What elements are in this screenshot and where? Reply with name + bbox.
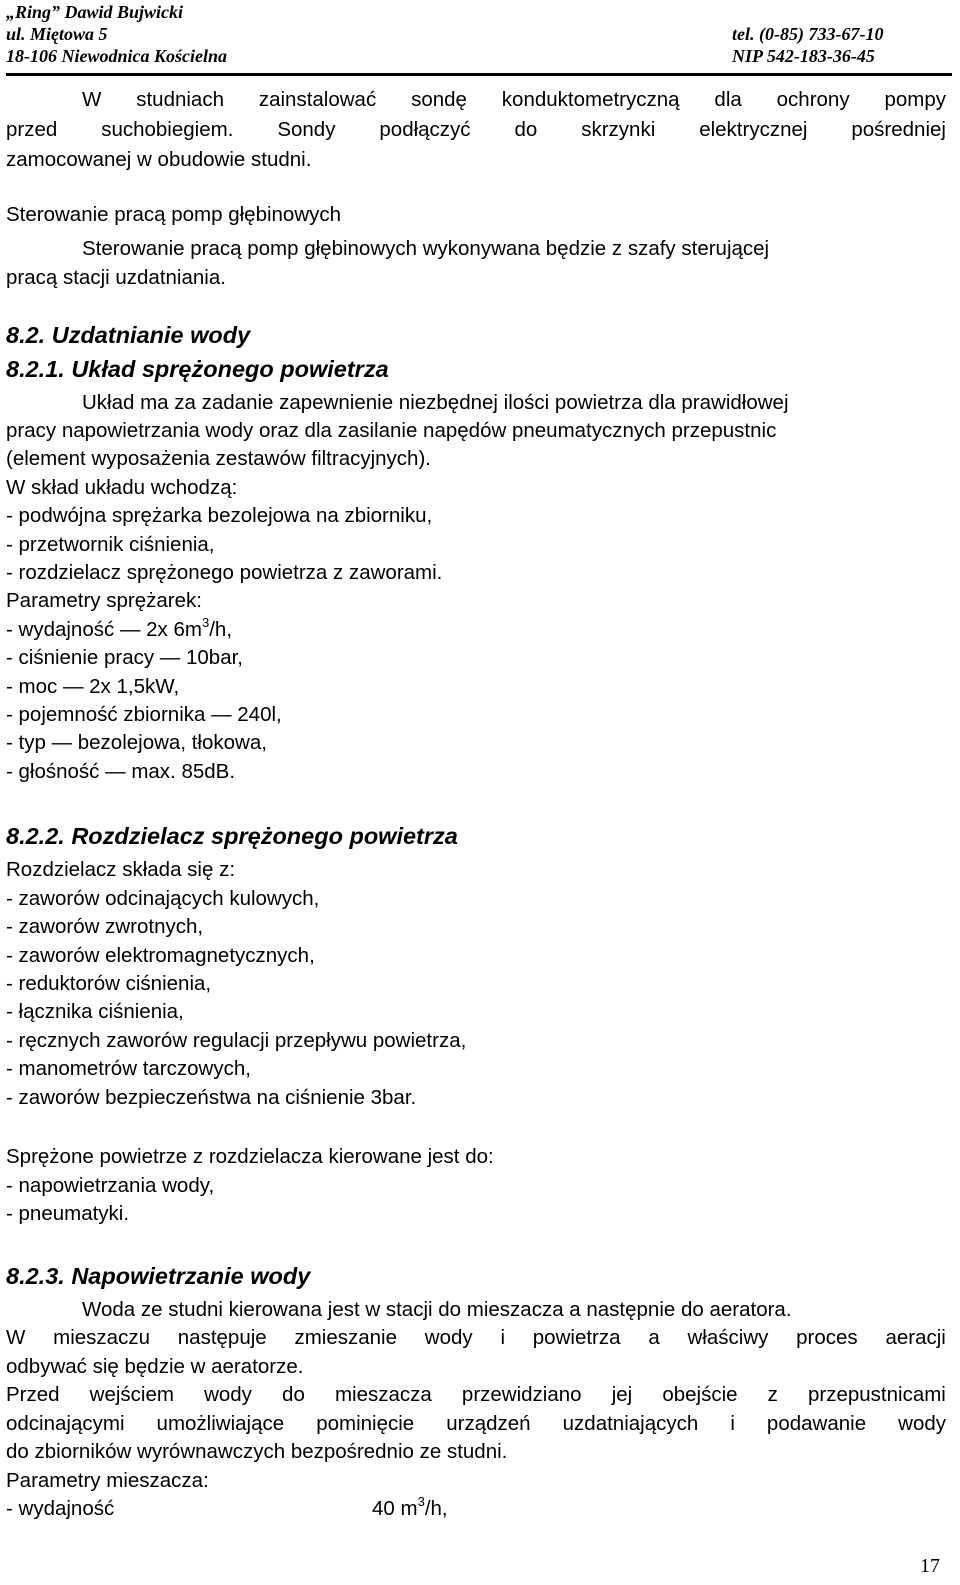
word: podłączyć: [379, 118, 471, 141]
section-8-2-heading: 8.2. Uzdatnianie wody: [6, 322, 251, 348]
company-nip: NIP 542-183-36-45: [732, 46, 875, 66]
s823-mixer-title: Parametry mieszacza:: [6, 1469, 209, 1492]
mixer-flow-unit: /h,: [424, 1497, 448, 1520]
s822-directed-item-1: - napowietrzania wody,: [6, 1174, 215, 1197]
param-flow-label: - wydajność: [6, 618, 115, 641]
word: odcinającymi: [6, 1412, 125, 1435]
section-8-2-2-heading: 8.2.2. Rozdzielacz sprężonego powietrza: [6, 823, 458, 849]
word: sondę: [411, 88, 467, 111]
s821-param-type: - typ — bezolejowa, tłokowa,: [6, 731, 267, 754]
header-rule: [6, 73, 952, 76]
s822-intro: Rozdzielacz składa się z:: [6, 858, 236, 881]
word: właściwy: [687, 1326, 769, 1349]
word: uzdatniających: [562, 1412, 699, 1435]
mixer-flow-sup: 3: [417, 1494, 425, 1509]
word: wody: [204, 1383, 252, 1406]
s822-item-1: - zaworów odcinających kulowych,: [6, 887, 320, 910]
section-8-2-1-heading: 8.2.1. Układ sprężonego powietrza: [6, 356, 389, 382]
param-flow-unit: /h,: [209, 618, 233, 641]
word: W: [82, 88, 102, 111]
word: elektrycznej: [699, 118, 808, 141]
s821-para-line-2: pracy napowietrzania wody oraz dla zasilanie napędów pneumatycznych przepustnic: [6, 419, 777, 442]
header-line-1: [6, 1, 952, 23]
s822-directed-item-2: - pneumatyki.: [6, 1202, 130, 1225]
s821-composition-item-3: - rozdzielacz sprężonego powietrza z zaworami.: [6, 561, 443, 584]
word: skrzynki: [581, 118, 656, 141]
s822-item-7: - manometrów tarczowych,: [6, 1057, 251, 1080]
company-street: ul. Miętowa 5: [6, 24, 108, 44]
param-flow-sup: 3: [201, 615, 210, 630]
word: urządzeń: [446, 1412, 531, 1435]
s823-line-6: do zbiorników wyrównawczych bezpośrednio ze studni.: [6, 1440, 508, 1463]
word: suchobiegiem.: [101, 118, 234, 141]
word: konduktometryczną: [501, 88, 680, 111]
s822-item-5: - łącznika ciśnienia,: [6, 1000, 184, 1023]
s822-item-6: - ręcznych zaworów regulacji przepływu powietrza,: [6, 1029, 467, 1052]
word: przewidziano: [461, 1383, 582, 1406]
word: dla: [714, 88, 742, 111]
s821-param-noise: - głośność — max. 85dB.: [6, 760, 236, 783]
company-name: „Ring” Dawid Bujwicki: [6, 2, 184, 22]
s822-item-8: - zaworów bezpieczeństwa na ciśnienie 3bar.: [6, 1086, 417, 1109]
s822-item-3: - zaworów elektromagnetycznych,: [6, 944, 315, 967]
intro-line-3: zamocowanej w obudowie studni.: [6, 148, 312, 171]
word: mieszaczu: [53, 1326, 150, 1349]
word: i: [730, 1412, 735, 1435]
word: podawanie: [766, 1412, 867, 1435]
intro-line-2: [6, 118, 946, 142]
word: i: [500, 1326, 505, 1349]
s821-params-title: Parametry sprężarek:: [6, 589, 202, 612]
s821-composition-item-2: - przetwornik ciśnienia,: [6, 533, 215, 556]
word: mieszacza: [334, 1383, 432, 1406]
word: Sondy: [277, 118, 336, 141]
section-8-2-3-heading: 8.2.3. Napowietrzanie wody: [6, 1263, 311, 1289]
word: umożliwiające: [156, 1412, 285, 1435]
s822-directed-intro: Sprężone powietrze z rozdzielacza kierowane jest do:: [6, 1145, 494, 1168]
s823-line-4: [6, 1383, 946, 1407]
intro-line-2-words: [6, 118, 946, 142]
s823-line-2-words: [6, 1326, 946, 1350]
word: powietrza: [532, 1326, 621, 1349]
word: pominięcie: [316, 1412, 415, 1435]
word: następuje: [177, 1326, 267, 1349]
pump-control-line-1: Sterowanie pracą pomp głębinowych wykonywana będzie z szafy sterującej: [82, 237, 770, 260]
mixer-flow-value-group: [372, 1494, 448, 1521]
s823-line-4-words: [6, 1383, 946, 1407]
word: wody: [898, 1412, 946, 1435]
word: proces: [796, 1326, 858, 1349]
pump-control-heading: Sterowanie pracą pomp głębinowych: [6, 203, 342, 226]
word: obejście: [662, 1383, 738, 1406]
word: przed: [6, 118, 58, 141]
header-line-2: [6, 23, 952, 45]
s821-composition-item-1: - podwójna sprężarka bezolejowa na zbiorniku,: [6, 504, 433, 527]
mixer-flow-label: - wydajność: [6, 1497, 115, 1520]
intro-line-1: [82, 88, 946, 112]
s821-param-tank: - pojemność zbiornika — 240l,: [6, 703, 282, 726]
s823-line-3: odbywać się będzie w aeratorze.: [6, 1355, 304, 1378]
word: jej: [611, 1383, 633, 1406]
word: zmieszanie: [294, 1326, 398, 1349]
s823-line-1: Woda ze studni kierowana jest w stacji do mieszacza a następnie do aeratora.: [82, 1298, 792, 1321]
s823-line-5: [6, 1412, 946, 1436]
word: pośredniej: [851, 118, 946, 141]
company-city: 18-106 Niewodnica Kościelna: [6, 46, 227, 66]
company-phone: tel. (0-85) 733-67-10: [732, 24, 884, 44]
word: W: [6, 1326, 26, 1349]
word: Przed: [6, 1383, 60, 1406]
s823-mixer-flow: [6, 1494, 946, 1521]
s821-param-pressure: - ciśnienie pracy — 10bar,: [6, 646, 244, 669]
word: a: [648, 1326, 660, 1349]
s821-para-line-1: Układ ma za zadanie zapewnienie niezbędnej ilości powietrza dla prawidłowej: [82, 391, 789, 414]
s821-composition-intro: W skład układu wchodzą:: [6, 476, 238, 499]
word: pompy: [884, 88, 946, 111]
mixer-flow-value: 40 m: [372, 1497, 418, 1520]
param-flow-value: 2x 6m: [146, 618, 202, 641]
s821-param-power: - moc — 2x 1,5kW,: [6, 675, 180, 698]
word: studniach: [136, 88, 224, 111]
word: przepustnicami: [808, 1383, 946, 1406]
s821-param-flow: - wydajność — 2x $6m^3/h$,: [6, 615, 233, 641]
word: wejściem: [89, 1383, 174, 1406]
word: wody: [424, 1326, 473, 1349]
word: z: [767, 1383, 778, 1406]
intro-line-1-words: [82, 88, 946, 112]
s823-line-2: [6, 1326, 946, 1350]
word: do: [282, 1383, 305, 1406]
header-line-3: [6, 45, 952, 67]
s821-para-line-3: (element wyposażenia zestawów filtracyjnych).: [6, 447, 431, 470]
s823-line-5-words: [6, 1412, 946, 1436]
word: ochrony: [776, 88, 850, 111]
page-number: 17: [920, 1555, 940, 1577]
word: aeracji: [885, 1326, 946, 1349]
s822-item-4: - reduktorów ciśnienia,: [6, 972, 212, 995]
word: zainstalować: [258, 88, 377, 111]
s822-item-2: - zaworów zwrotnych,: [6, 915, 204, 938]
word: do: [514, 118, 538, 141]
pump-control-line-2: pracą stacji uzdatniania.: [6, 266, 226, 289]
